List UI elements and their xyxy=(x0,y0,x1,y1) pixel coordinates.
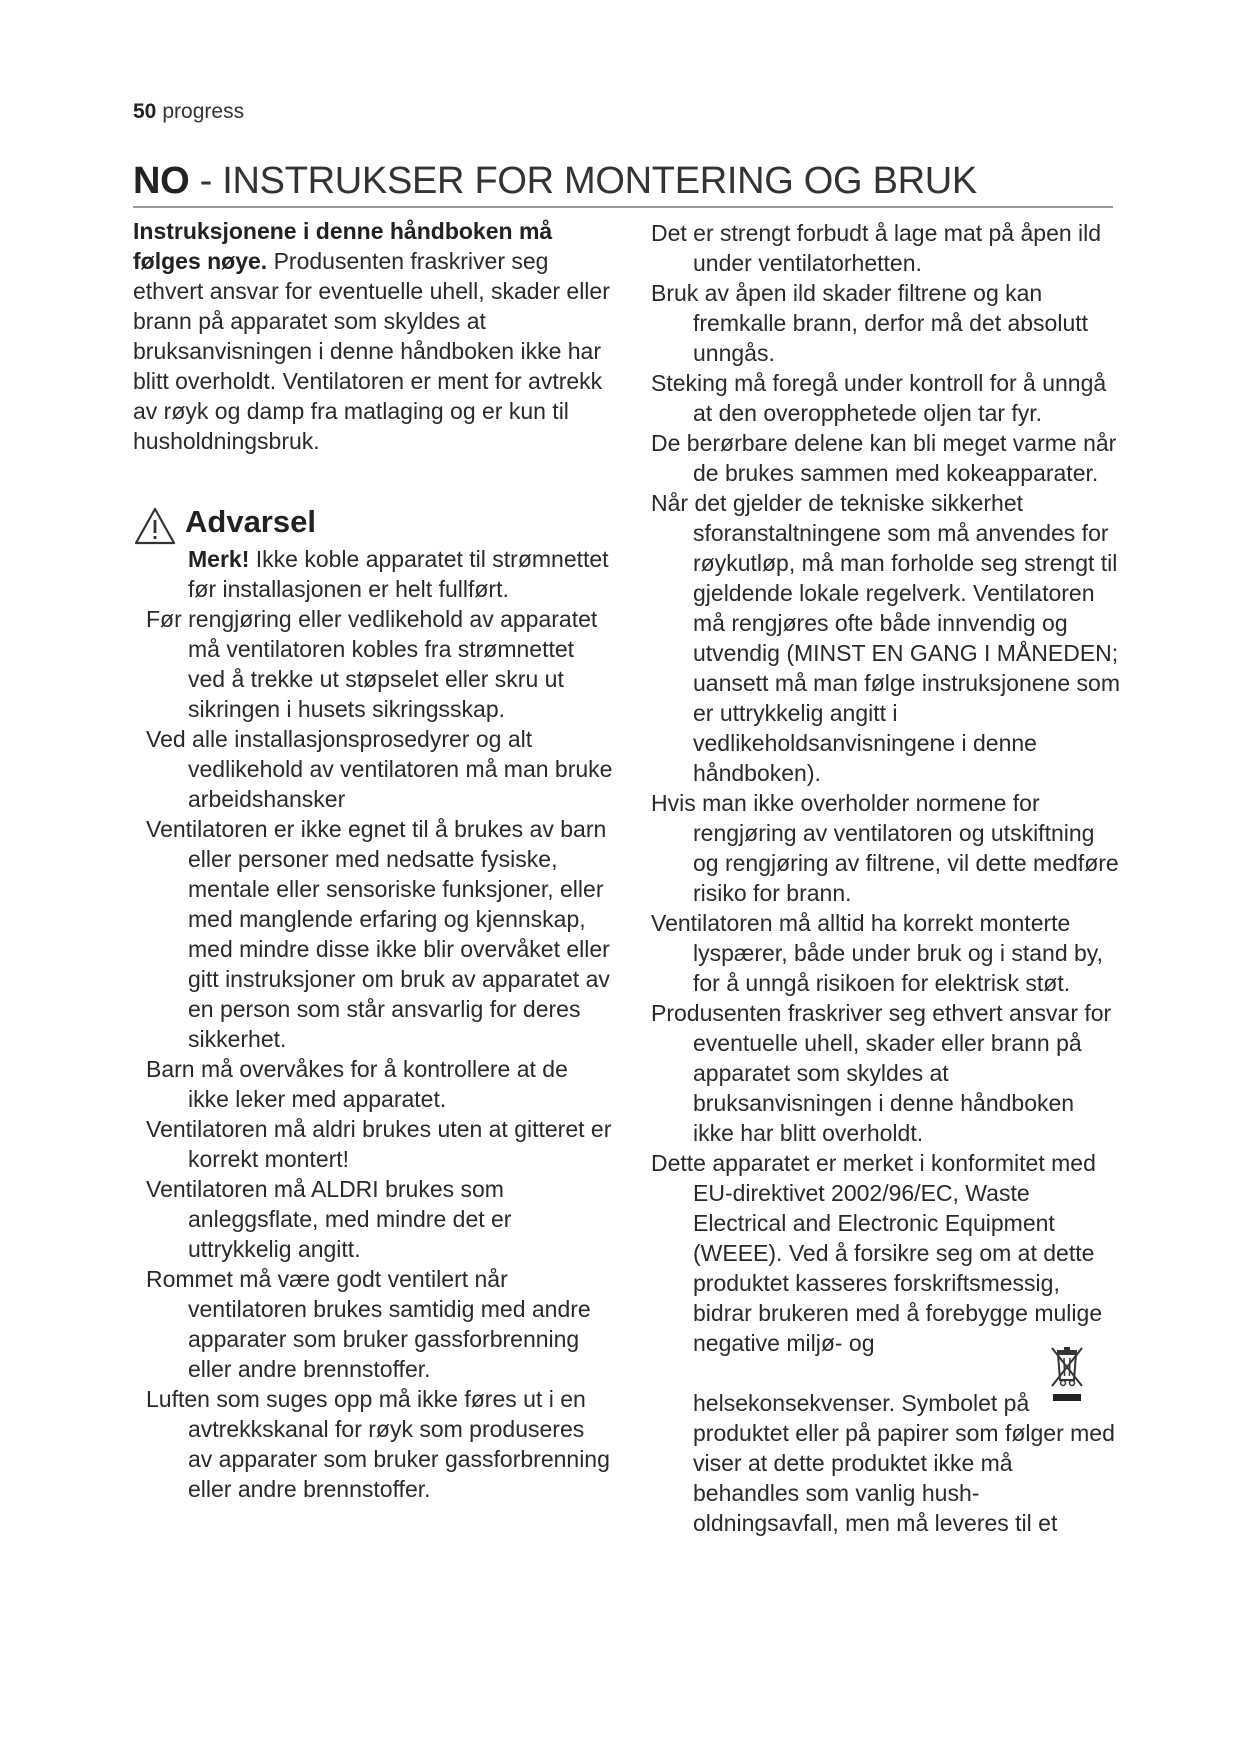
list-item: Ved alle installasjonsprosedyrer og alt vedlikehold av ventilatoren må man bruke arbeidshansker xyxy=(146,726,613,812)
right-column xyxy=(651,218,1121,1538)
language-code: NO xyxy=(133,160,190,202)
title-text: - INSTRUKSER FOR MONTERING OG BRUK xyxy=(189,160,977,202)
list-item: Før rengjøring eller vedlikehold av apparatet må ventilatoren kobles fra strømnettet ved å trekke ut støpselet eller skru ut sikringen i husets sikringsskap. xyxy=(146,606,598,722)
crossed-bin-icon xyxy=(1047,1344,1087,1415)
page-title xyxy=(133,160,977,203)
list-item: Produsenten fraskriver seg ethvert ansvar for eventuelle uhell, skader eller brann på apparatet som skyldes at bruksanvisningen i denne håndboken ikke har blitt overholdt. xyxy=(651,1000,1112,1146)
title-divider xyxy=(133,206,1113,208)
brand-name: progress xyxy=(162,100,245,123)
list-item: Ventilatoren er ikke egnet til å brukes av barn eller personer med nedsatte fysiske, mentale eller sensoriske funksjoner, eller med manglende erfaring og kjennskap, med mindre disse ikke blir overvåket eller gitt instruksjoner om bruk av apparatet av en person som står ansvarlig for deres sikkerhet. xyxy=(146,816,610,1052)
merk-paragraph xyxy=(133,544,613,604)
right-instruction-list xyxy=(651,218,1121,1358)
merk-text: Ikke koble apparatet til strømnettet før installasjonen er helt fullført. xyxy=(188,546,609,602)
page-header xyxy=(133,100,244,124)
list-item: Bruk av åpen ild skader filtrene og kan fremkalle brann, derfor må det absolutt unngås. xyxy=(651,280,1089,366)
list-item: Det er strengt forbudt å lage mat på åpen ild under ventilatorhetten. xyxy=(651,220,1102,276)
list-item: Rommet må være godt ventilert når ventilatoren brukes samtidig med andre apparater som bruker gassforbrenning eller andre brennstoffer. xyxy=(146,1266,591,1382)
weee-paragraph xyxy=(651,1388,1121,1538)
intro-paragraph xyxy=(133,216,613,456)
list-item: Steking må foregå under kontroll for å unngå at den overopphetede oljen tar fyr. xyxy=(651,370,1107,426)
merk-bold: Merk! xyxy=(188,546,250,572)
list-item: Når det gjelder de tekniske sikkerhet sforanstaltningene som må anvendes for røykutløp, må man forholde seg strengt til gjeldende lokale regelverk. Ventilatoren må rengjøres ofte både innvendig og utvendig (MINST EN GANG I MÅNEDEN; uansett må man følge instruksjonene som er uttrykkelig angitt i vedlikeholdsanvisningene i denne håndboken). xyxy=(651,490,1120,786)
warning-triangle-icon xyxy=(133,506,177,553)
intro-bold: Instruksjonene i denne håndboken må følges nøye. xyxy=(133,218,553,274)
left-instruction-list xyxy=(133,604,613,1504)
intro-text: Produsenten fraskriver seg ethvert ansvar for eventuelle uhell, skader eller brann på apparatet som skyldes at bruksanvisningen i denne håndboken ikke har blitt overholdt. Ventilatoren er ment for avtrekk av røyk og damp fra matlaging og er kun til husholdningsbruk. xyxy=(133,248,610,454)
page-number: 50 xyxy=(133,100,157,123)
weee-text: helsekonsekvenser. Symbolet på produktet eller på papirer som følger med viser at dette produktet ikke må behandles som vanlig hush-oldningsavfall, men må leveres til et xyxy=(693,1390,1115,1536)
warning-title: Advarsel xyxy=(185,504,316,539)
list-item: De berørbare delene kan bli meget varme når de brukes sammen med kokeapparater. xyxy=(651,430,1117,486)
list-item: Barn må overvåkes for å kontrollere at de ikke leker med apparatet. xyxy=(146,1056,568,1112)
list-item: Ventilatoren må ALDRI brukes som anleggsflate, med mindre det er uttrykkelig angitt. xyxy=(146,1176,512,1262)
left-column xyxy=(133,216,613,1504)
list-item: Ventilatoren må aldri brukes uten at gitteret er korrekt montert! xyxy=(146,1116,612,1172)
warning-heading xyxy=(133,504,613,544)
list-item: Ventilatoren må alltid ha korrekt monterte lyspærer, både under bruk og i stand by, for å unngå risikoen for elektrisk støt. xyxy=(651,910,1103,996)
list-item: Luften som suges opp må ikke føres ut i en avtrekkskanal for røyk som produseres av apparater som bruker gassforbrenning eller andre brennstoffer. xyxy=(146,1386,610,1502)
list-item: Dette apparatet er merket i konformitet med EU-direktivet 2002/96/EC, Waste Electrical and Electronic Equipment (WEEE). Ved å forsikre seg om at dette produktet kasseres forskriftsmessig, bidrar brukeren med å forebygge mulige negative miljø- og xyxy=(651,1150,1103,1356)
list-item: Hvis man ikke overholder normene for rengjøring av ventilatoren og utskiftning og rengjøring av filtrene, vil dette medføre risiko for brann. xyxy=(651,790,1119,906)
